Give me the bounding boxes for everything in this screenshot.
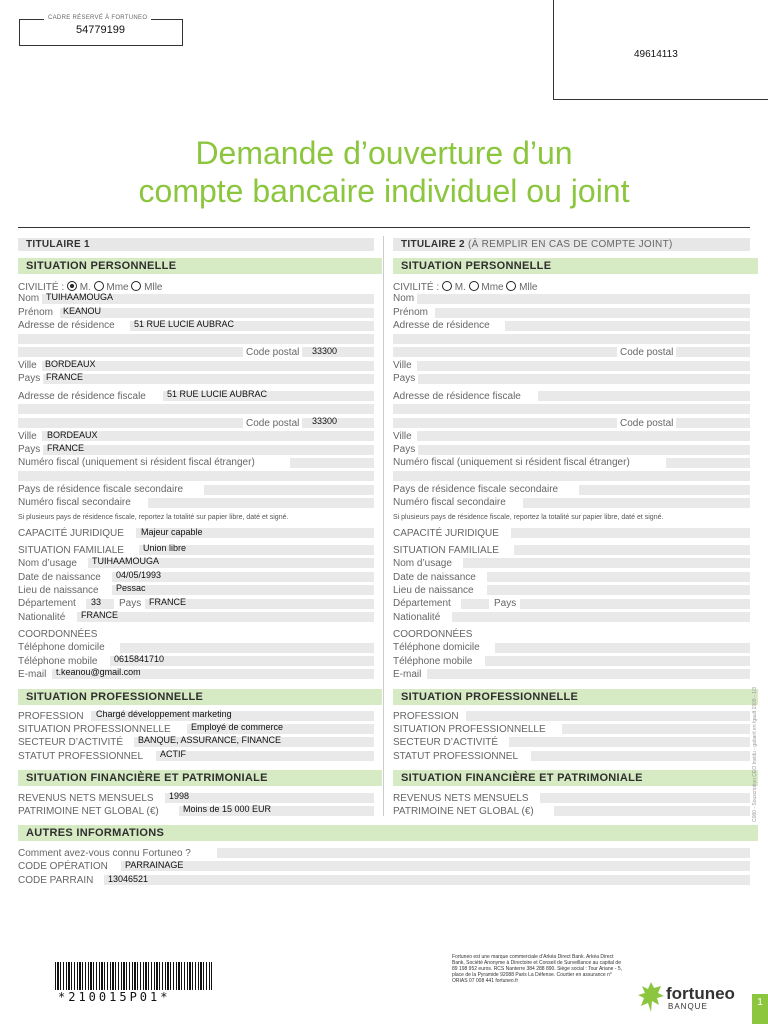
- col2-revenus-field[interactable]: [540, 793, 750, 803]
- titulaire1-heading: TITULAIRE 1: [18, 238, 374, 251]
- col2-adresse-field[interactable]: [505, 321, 750, 331]
- col2-statut-field[interactable]: [531, 751, 750, 761]
- column-separator: [383, 236, 384, 816]
- col1-pays-naissance-value: FRANCE: [149, 597, 187, 607]
- col2-civilite-group: [393, 280, 541, 294]
- col1-prenom-label: Prénom: [18, 307, 56, 319]
- col1-revenus-value: 1998: [169, 791, 190, 801]
- col1-nom-usage-value: TUIHAAMOUGA: [92, 556, 160, 566]
- col2-pays-fiscal-label: Pays: [393, 444, 418, 456]
- col2-pays-secondaire-label: Pays de résidence fiscale secondaire: [393, 484, 561, 496]
- col2-numero-secondaire-field[interactable]: [523, 498, 750, 508]
- col2-pays-field[interactable]: [417, 374, 750, 384]
- col1-patrimoine-value: Moins de 15 000 EUR: [183, 804, 272, 814]
- col1-cp-fiscal-label: Code postal: [243, 418, 302, 430]
- col2-numero-secondaire-label: Numéro fiscal secondaire: [393, 497, 509, 509]
- col1-statut-field[interactable]: [156, 751, 374, 761]
- col2-prenom-field[interactable]: [435, 308, 750, 318]
- col2-ville-label: Ville: [393, 360, 415, 372]
- col1-numero-fiscal-field[interactable]: [290, 458, 374, 468]
- col2-numero-fiscal-field[interactable]: [666, 458, 750, 468]
- col2-tel-domicile-field[interactable]: [495, 643, 750, 653]
- col2-adresse-fiscale-label: Adresse de résidence fiscale: [393, 391, 524, 403]
- corner-value: 49614113: [634, 49, 678, 60]
- col1-revenus-field[interactable]: [165, 793, 374, 803]
- col2-cp-fiscal-label: Code postal: [617, 418, 676, 430]
- col2-adresse-fiscale-field2[interactable]: [393, 404, 750, 414]
- code-operation-field[interactable]: [121, 861, 750, 871]
- col2-profession-label: PROFESSION: [393, 711, 462, 723]
- col2-lieu-naissance-field[interactable]: [487, 585, 750, 595]
- col1-pays-value: FRANCE: [46, 372, 84, 382]
- col1-situation-familiale-label: SITUATION FAMILIALE: [18, 545, 127, 557]
- fortuneo-logo-icon: [638, 982, 664, 1012]
- col1-section-professional: SITUATION PROFESSIONNELLE: [18, 689, 382, 705]
- col2-adresse-field2[interactable]: [393, 334, 750, 344]
- col2-nom-usage-field[interactable]: [463, 558, 750, 568]
- col2-adresse-fiscale-field3[interactable]: [393, 418, 750, 428]
- col2-profession-field[interactable]: [466, 711, 750, 721]
- col2-adresse-label: Adresse de résidence: [393, 320, 493, 332]
- col1-date-naissance-label: Date de naissance: [18, 572, 104, 584]
- autres-section: AUTRES INFORMATIONS: [18, 825, 758, 841]
- radio-mlle[interactable]: [506, 281, 516, 291]
- col2-coordonnees-label: COORDONNÉES: [393, 629, 475, 641]
- col2-email-label: E-mail: [393, 669, 424, 681]
- reserved-value: 54779199: [76, 24, 125, 36]
- col1-section-personal: SITUATION PERSONNELLE: [18, 258, 382, 274]
- titulaire2-heading: TITULAIRE 2 (À REMPLIR EN CAS DE COMPTE JOINT): [393, 238, 750, 251]
- col1-date-naissance-value: 04/05/1993: [116, 570, 162, 580]
- col2-numero-fiscal-field2[interactable]: [393, 471, 750, 481]
- radio-m[interactable]: [67, 281, 77, 291]
- col1-section-financial: SITUATION FINANCIÈRE ET PATRIMONIALE: [18, 770, 382, 786]
- col1-lieu-naissance-value: Pessac: [116, 583, 146, 593]
- col1-tel-domicile-label: Téléphone domicile: [18, 642, 108, 654]
- col2-situation-pro-field[interactable]: [562, 724, 750, 734]
- civilite-label: CIVILITÉ :: [393, 282, 440, 293]
- col2-numero-fiscal-label: Numéro fiscal (uniquement si résident fiscal étranger): [393, 457, 633, 469]
- radio-mme[interactable]: [469, 281, 479, 291]
- col2-revenus-label: REVENUS NETS MENSUELS: [393, 793, 532, 805]
- col1-situation-familiale-value: Union libre: [143, 543, 187, 553]
- col1-coordonnees-label: COORDONNÉES: [18, 629, 100, 641]
- col2-secteur-label: SECTEUR D’ACTIVITÉ: [393, 737, 501, 749]
- col1-profession-value: Chargé développement marketing: [96, 709, 232, 719]
- col2-section-professional: SITUATION PROFESSIONNELLE: [393, 689, 758, 705]
- col1-capacite-value: Majeur capable: [141, 527, 203, 537]
- label-mlle: Mlle: [519, 282, 538, 293]
- col2-prenom-label: Prénom: [393, 307, 431, 319]
- col2-nationalite-label: Nationalité: [393, 612, 443, 624]
- col1-numero-fiscal-label: Numéro fiscal (uniquement si résident fiscal étranger): [18, 457, 258, 469]
- col1-adresse-label: Adresse de résidence: [18, 320, 118, 332]
- col1-situation-pro-label: SITUATION PROFESSIONNELLE: [18, 724, 174, 736]
- col2-situation-familiale-label: SITUATION FAMILIALE: [393, 545, 502, 557]
- col1-pays-field[interactable]: [42, 374, 374, 384]
- connu-label: Comment avez-vous connu Fortuneo ?: [18, 848, 194, 860]
- col2-ville-field[interactable]: [417, 361, 750, 371]
- col2-situation-pro-label: SITUATION PROFESSIONNELLE: [393, 724, 549, 736]
- col1-revenus-label: REVENUS NETS MENSUELS: [18, 793, 157, 805]
- col1-tel-mobile-value: 0615841710: [114, 654, 165, 664]
- col1-adresse-value: 51 RUE LUCIE AUBRAC: [134, 319, 235, 329]
- col1-cp-value: 33300: [312, 346, 338, 356]
- col1-email-value: t.keanou@gmail.com: [56, 667, 141, 677]
- col2-section-financial: SITUATION FINANCIÈRE ET PATRIMONIALE: [393, 770, 758, 786]
- col1-statut-value: ACTIF: [160, 749, 186, 759]
- col2-adresse-fiscale-field[interactable]: [538, 391, 750, 401]
- col1-prenom-field[interactable]: [60, 308, 374, 318]
- col2-departement-label: Département: [393, 598, 454, 610]
- col2-ville-fiscale-label: Ville: [393, 431, 415, 443]
- col2-tel-mobile-label: Téléphone mobile: [393, 656, 476, 668]
- page-number: 1: [752, 994, 768, 1024]
- fortuneo-logo-subtitle: BANQUE: [668, 1002, 708, 1011]
- col2-pays-secondaire-field[interactable]: [579, 485, 750, 495]
- col2-adresse-field3[interactable]: [393, 347, 750, 357]
- col1-adresse-fiscale-label: Adresse de résidence fiscale: [18, 391, 149, 403]
- col1-secteur-label: SECTEUR D’ACTIVITÉ: [18, 737, 126, 749]
- col1-nom-usage-label: Nom d’usage: [18, 558, 80, 570]
- reserved-label: CADRE RÉSERVÉ À FORTUNEO: [44, 15, 151, 21]
- col2-capacite-field[interactable]: [511, 528, 750, 538]
- col2-pays-naissance-label: Pays: [494, 598, 519, 610]
- col2-fiscal-note: Si plusieurs pays de résidence fiscale, reportez la totalité sur papier libre, daté et signé.: [393, 514, 664, 521]
- col1-lieu-naissance-label: Lieu de naissance: [18, 585, 102, 597]
- col1-numero-fiscal-field2[interactable]: [18, 471, 374, 481]
- col1-tel-domicile-field[interactable]: [120, 643, 374, 653]
- col2-tel-domicile-label: Téléphone domicile: [393, 642, 483, 654]
- legal-text: Fortuneo est une marque commerciale d’Arkéa Direct Bank. Arkéa Direct Bank, Société Anonyme à Directoire et Conseil de Surveillance au capital de 89 198 952 euros. RCS Nanterre 384 288 890. Siège social : Tour Ariane - 5, place de la Pyramide 92088 Paris La Défense. Courtier en assurance n° ORIAS 07 008 441 fortuneo.fr: [452, 954, 623, 984]
- col2-situation-familiale-field[interactable]: [514, 545, 750, 555]
- col1-cp-label: Code postal: [243, 347, 302, 359]
- col2-tel-mobile-field[interactable]: [485, 656, 750, 666]
- col2-pays-naissance-field[interactable]: [520, 599, 750, 609]
- col2-nom-field[interactable]: [417, 294, 750, 304]
- col2-departement-field[interactable]: [461, 599, 489, 609]
- col2-cp-label: Code postal: [617, 347, 676, 359]
- col2-nom-usage-label: Nom d’usage: [393, 558, 455, 570]
- barcode: [55, 962, 212, 990]
- code-parrain-label: CODE PARRAIN: [18, 875, 96, 887]
- col1-numero-secondaire-label: Numéro fiscal secondaire: [18, 497, 134, 509]
- radio-m[interactable]: [442, 281, 452, 291]
- code-operation-value: PARRAINAGE: [125, 860, 184, 870]
- col1-ville-fiscale-value: BORDEAUX: [47, 430, 98, 440]
- title-rule: [18, 227, 750, 228]
- col2-lieu-naissance-label: Lieu de naissance: [393, 585, 477, 597]
- col1-numero-secondaire-field[interactable]: [148, 498, 374, 508]
- col2-email-field[interactable]: [427, 669, 750, 679]
- col1-prenom-value: KEANOU: [63, 306, 102, 316]
- col1-cp-fiscal-value: 33300: [312, 416, 338, 426]
- col1-adresse-field2[interactable]: [18, 334, 374, 344]
- col2-patrimoine-field[interactable]: [554, 806, 750, 816]
- col1-statut-label: STATUT PROFESSIONNEL: [18, 751, 146, 763]
- col1-ville-label: Ville: [18, 360, 40, 372]
- code-operation-label: CODE OPÉRATION: [18, 861, 111, 873]
- col1-pays-secondaire-field[interactable]: [204, 485, 374, 495]
- radio-mlle[interactable]: [131, 281, 141, 291]
- label-mme: Mme: [106, 282, 129, 293]
- col2-date-naissance-field[interactable]: [487, 572, 750, 582]
- col1-pays-naissance-label: Pays: [119, 598, 144, 610]
- col1-capacite-label: CAPACITÉ JURIDIQUE: [18, 528, 127, 540]
- col2-nom-label: Nom: [393, 293, 417, 305]
- col2-statut-label: STATUT PROFESSIONNEL: [393, 751, 521, 763]
- col1-lieu-naissance-field[interactable]: [112, 585, 374, 595]
- label-mme: Mme: [481, 282, 504, 293]
- col1-patrimoine-label: PATRIMOINE NET GLOBAL (€): [18, 806, 162, 818]
- col1-ville-fiscale-label: Ville: [18, 431, 40, 443]
- col2-date-naissance-label: Date de naissance: [393, 572, 479, 584]
- col1-pays-fiscal-value: FRANCE: [47, 443, 85, 453]
- code-parrain-field[interactable]: [104, 875, 750, 885]
- barcode-text: *210015P01*: [58, 990, 171, 1004]
- label-mlle: Mlle: [144, 282, 163, 293]
- col2-patrimoine-label: PATRIMOINE NET GLOBAL (€): [393, 806, 537, 818]
- col1-nom-value: TUIHAAMOUGA: [46, 292, 114, 302]
- col1-email-label: E-mail: [18, 669, 49, 681]
- col1-situation-pro-value: Employé de commerce: [191, 722, 284, 732]
- col2-ville-fiscale-field[interactable]: [417, 431, 750, 441]
- col1-ville-value: BORDEAUX: [45, 359, 96, 369]
- label-m: M.: [454, 282, 466, 293]
- code-parrain-value: 13046521: [108, 874, 149, 884]
- fortuneo-logo-text: fortuneo: [666, 984, 735, 1003]
- radio-mme[interactable]: [94, 281, 104, 291]
- col1-pays-secondaire-label: Pays de résidence fiscale secondaire: [18, 484, 186, 496]
- col1-nom-label: Nom: [18, 293, 42, 305]
- col1-nationalite-value: FRANCE: [81, 610, 119, 620]
- col1-departement-value: 33: [91, 597, 102, 607]
- col1-pays-label: Pays: [18, 373, 43, 385]
- side-note: C080 - Souscription CEO Invidu - gabarit en fgault 1909 - 1/3: [752, 686, 758, 822]
- col1-nationalite-label: Nationalité: [18, 612, 68, 624]
- connu-field[interactable]: [217, 848, 750, 858]
- col1-departement-label: Département: [18, 598, 79, 610]
- col2-pays-label: Pays: [393, 373, 418, 385]
- col2-nationalite-field[interactable]: [452, 612, 750, 622]
- col1-adresse-fiscale-value: 51 RUE LUCIE AUBRAC: [167, 389, 268, 399]
- label-m: M.: [79, 282, 91, 293]
- col2-capacite-label: CAPACITÉ JURIDIQUE: [393, 528, 502, 540]
- col1-fiscal-note: Si plusieurs pays de résidence fiscale, reportez la totalité sur papier libre, daté et signé.: [18, 514, 289, 521]
- col2-secteur-field[interactable]: [509, 737, 750, 747]
- col1-nationalite-field[interactable]: [77, 612, 374, 622]
- page-title-line2: compte bancaire individuel ou joint: [138, 173, 630, 209]
- col1-secteur-value: BANQUE, ASSURANCE, FINANCE: [138, 735, 282, 745]
- col1-pays-fiscal-label: Pays: [18, 444, 43, 456]
- civilite-label: CIVILITÉ :: [18, 282, 65, 293]
- col2-section-personal: SITUATION PERSONNELLE: [393, 258, 758, 274]
- page-title-line1: Demande d’ouverture d’un: [195, 135, 573, 171]
- col1-pays-fiscal-field[interactable]: [42, 445, 374, 455]
- col2-pays-fiscal-field[interactable]: [417, 445, 750, 455]
- col1-profession-label: PROFESSION: [18, 711, 87, 723]
- col1-adresse-fiscale-field2[interactable]: [18, 404, 374, 414]
- col1-tel-mobile-label: Téléphone mobile: [18, 656, 101, 668]
